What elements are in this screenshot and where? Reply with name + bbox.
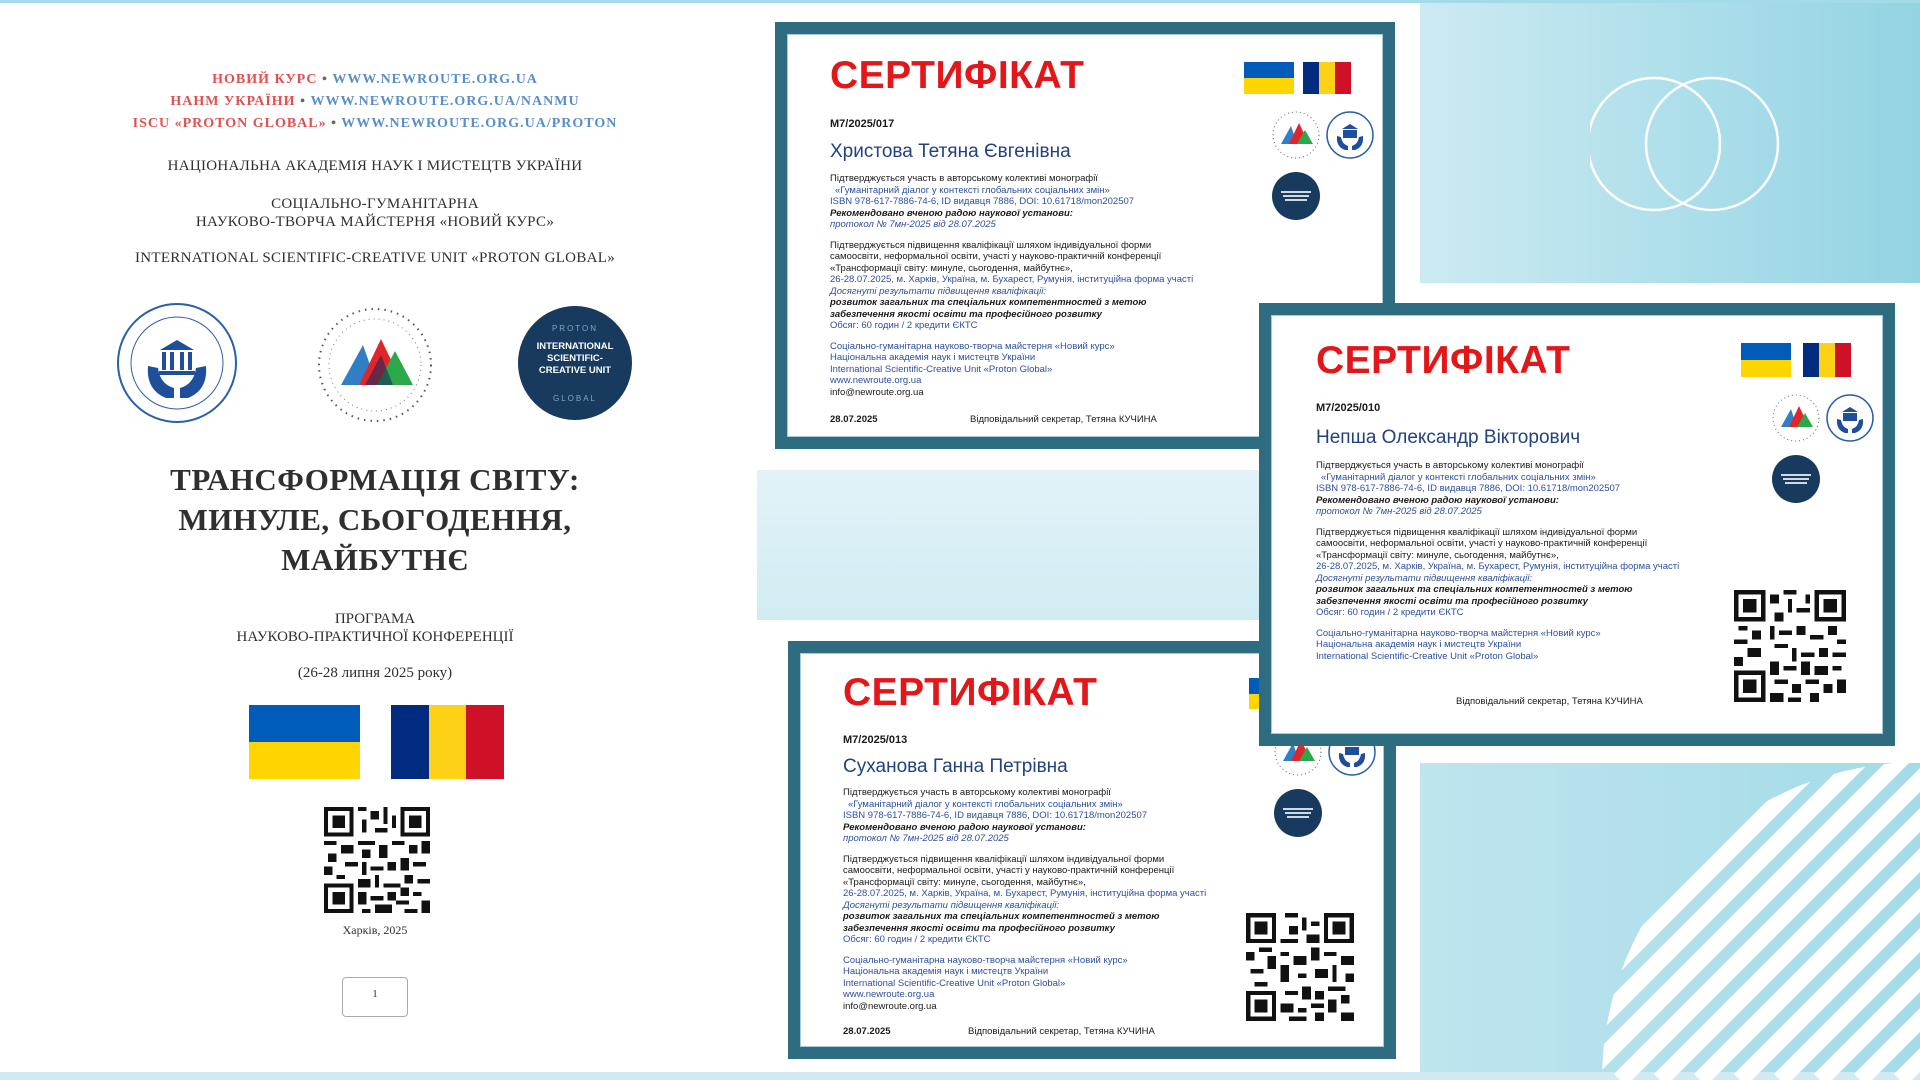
new-course-logo [315,305,435,425]
certificate-logos-column [1271,104,1383,226]
proton-global-logo [1771,454,1821,504]
certificate-number: М7/2025/010 [1316,402,1381,414]
link-url[interactable]: WWW.NEWROUTE.ORG.UA [332,72,538,87]
new-course-logo [1271,110,1321,160]
program-subtitle-line2: НАУКОВО-ПРАКТИЧНОЇ КОНФЕРЕНЦІЇ [236,629,514,645]
program-org-proton: INTERNATIONAL SCIENTIFIC-CREATIVE UNIT «PROTON GLOBAL» [134,250,616,266]
program-title [110,460,640,580]
conference-program-page [110,55,640,1055]
certificate-body: Підтверджується участь в авторському колективі монографії «Гуманітарний діалог у контексті глобальних соціальних змін» ISBN 978-617-7886-74-6, ID видавця 7886, DOI: 10.61718/mon202507 Рекомендовано вченою радою наукової установи: протокол № 7мн-2025 від 28.07.2025 Підтверджується підвищення кваліфікації шляхом індивідуальної форми самоосвіти, неформальної освіти, участі у науково-практичній конференції «Трансформації світу: минуле, сьогодення, майбутнє», 26-28.07.2025, м. Харків, Україна, м. Бухарест, Румунія, інституційна форма участі Досягнуті результати підвищення кваліфікації: розвиток загальних та спеціальних компетентностей з метою забезпечення якості освіти та професійного розвитку Обсяг: 60 годин / 2 кредити ЄКТС Соціально-гуманітарна науково-творча майстерня «Новий курс» Національна академія наук і мистецтв України International Scientific-Creative Unit «Proton Global» www.newroute.org.ua info@newroute.org.ua [830,173,1194,398]
recipient-name: Непша Олександр Вікторович [1316,427,1581,448]
program-link-line-proton: ISCU «PROTON GLOBAL» • WWW.NEWROUTE.ORG.UA/PROTON [132,116,618,131]
certificate-number: М7/2025/013 [843,734,908,746]
recipient-name: Христова Тетяна Євгенівна [830,141,1071,162]
proton-global-logo [1271,171,1321,221]
program-title-line: МАЙБУТНЄ [281,542,469,577]
certificate-signature: Відповідальний секретар, Тетяна КУЧИНА [968,1026,1155,1037]
program-city-year: Харків, 2025 [342,923,408,937]
program-link-line-new-course: НОВИЙ КУРС • WWW.NEWROUTE.ORG.UA [212,72,538,87]
nanmu-logo [1825,393,1875,443]
program-org-academy: НАЦІОНАЛЬНА АКАДЕМІЯ НАУК І МИСТЕЦТВ УКРАЇНИ [167,158,583,174]
program-dates: (26-28 липня 2025 року) [297,665,453,681]
romania-flag [391,705,504,779]
link-label: НАНМ УКРАЇНИ [170,94,296,109]
romania-flag [1303,62,1351,94]
proton-logo-top-text: PROTON [551,324,599,333]
ukraine-flag [1244,62,1294,94]
program-org-workshop-line2: НАУКОВО-ТВОРЧА МАЙСТЕРНЯ «НОВИЙ КУРС» [195,214,555,230]
certificate-signature: Відповідальний секретар, Тетяна КУЧИНА [970,414,1157,425]
program-title-line: МИНУЛЕ, СЬОГОДЕННЯ, [178,502,572,537]
link-label: ISCU «PROTON GLOBAL» [132,116,327,131]
recipient-name: Суханова Ганна Петрівна [843,756,1068,777]
certificate-date: 28.07.2025 [843,1026,891,1037]
certificate-signature: Відповідальний секретар, Тетяна КУЧИНА [1456,696,1643,707]
proton-global-logo [517,305,633,421]
program-subtitle [110,610,640,646]
certificate-number: М7/2025/017 [830,118,895,130]
page-number: 1 [372,988,378,1000]
ukraine-flag [249,705,360,779]
nanmu-logo [116,302,238,424]
certificate-card [1259,303,1895,746]
romania-flag [1803,343,1851,377]
background-top-line [0,0,1920,3]
program-title-line: ТРАНСФОРМАЦІЯ СВІТУ: [170,462,580,497]
program-qr-code[interactable] [324,807,430,913]
link-url[interactable]: WWW.NEWROUTE.ORG.UA/PROTON [341,116,618,131]
proton-logo-middle-text: INTERNATIONAL SCIENTIFIC- CREATIVE UNIT [536,341,614,376]
decorative-stripes [1520,763,1920,1080]
link-label: НОВИЙ КУРС [212,72,318,87]
certificate-title: СЕРТИФІКАТ [843,671,1098,714]
link-url[interactable]: WWW.NEWROUTE.ORG.UA/NANMU [310,94,580,109]
certificate-logos-column [1771,387,1883,509]
certificate-date: 28.07.2025 [830,414,878,425]
certificate-body: Підтверджується участь в авторському колективі монографії «Гуманітарний діалог у контексті глобальних соціальних змін» ISBN 978-617-7886-74-6, ID видавця 7886, DOI: 10.61718/mon202507 Рекомендовано вченою радою наукової установи: протокол № 7мн-2025 від 28.07.2025 Підтверджується підвищення кваліфікації шляхом індивідуальної форми самоосвіти, неформальної освіти, участі у науково-практичній конференції «Трансформації світу: минуле, сьогодення, майбутнє», 26-28.07.2025, м. Харків, Україна, м. Бухарест, Румунія, інституційна форма участі Досягнуті результати підвищення кваліфікації: розвиток загальних та спеціальних компетентностей з метою забезпечення якості освіти та професійного розвитку Обсяг: 60 годин / 2 кредити ЄКТС Соціально-гуманітарна науково-творча майстерня «Новий курс» Національна академія наук і мистецтв України International Scientific-Creative Unit «Proton Global» [1316,460,1680,662]
page-number-scroll [342,977,408,1017]
proton-logo-bottom-text: GLOBAL [552,394,598,403]
program-link-line-nanmu: НАНМ УКРАЇНИ • WWW.NEWROUTE.ORG.UA/NANMU [170,94,580,109]
nanmu-logo [1325,110,1375,160]
program-org-workshop-line1: СОЦІАЛЬНО-ГУМАНІТАРНА [271,196,479,212]
program-subtitle-line1: ПРОГРАМА [334,611,416,627]
certificate-title: СЕРТИФІКАТ [830,54,1085,97]
certificate-body: Підтверджується участь в авторському колективі монографії «Гуманітарний діалог у контексті глобальних соціальних змін» ISBN 978-617-7886-74-6, ID видавця 7886, DOI: 10.61718/mon202507 Рекомендовано вченою радою наукової установи: протокол № 7мн-2025 від 28.07.2025 Підтверджується підвищення кваліфікації шляхом індивідуальної форми самоосвіти, неформальної освіти, участі у науково-практичній конференції «Трансформації світу: минуле, сьогодення, майбутнє», 26-28.07.2025, м. Харків, Україна, м. Бухарест, Румунія, інституційна форма участі Досягнуті результати підвищення кваліфікації: розвиток загальних та спеціальних компетентностей з метою забезпечення якості освіти та професійного розвитку Обсяг: 60 годин / 2 кредити ЄКТС Соціально-гуманітарна науково-творча майстерня «Новий курс» Національна академія наук і мистецтв України International Scientific-Creative Unit «Proton Global» www.newroute.org.ua info@newroute.org.ua [843,787,1207,1012]
new-course-logo [1771,393,1821,443]
decorative-circles [1590,70,1780,220]
certificate-title: СЕРТИФІКАТ [1316,339,1571,382]
ukraine-flag [1741,343,1791,377]
